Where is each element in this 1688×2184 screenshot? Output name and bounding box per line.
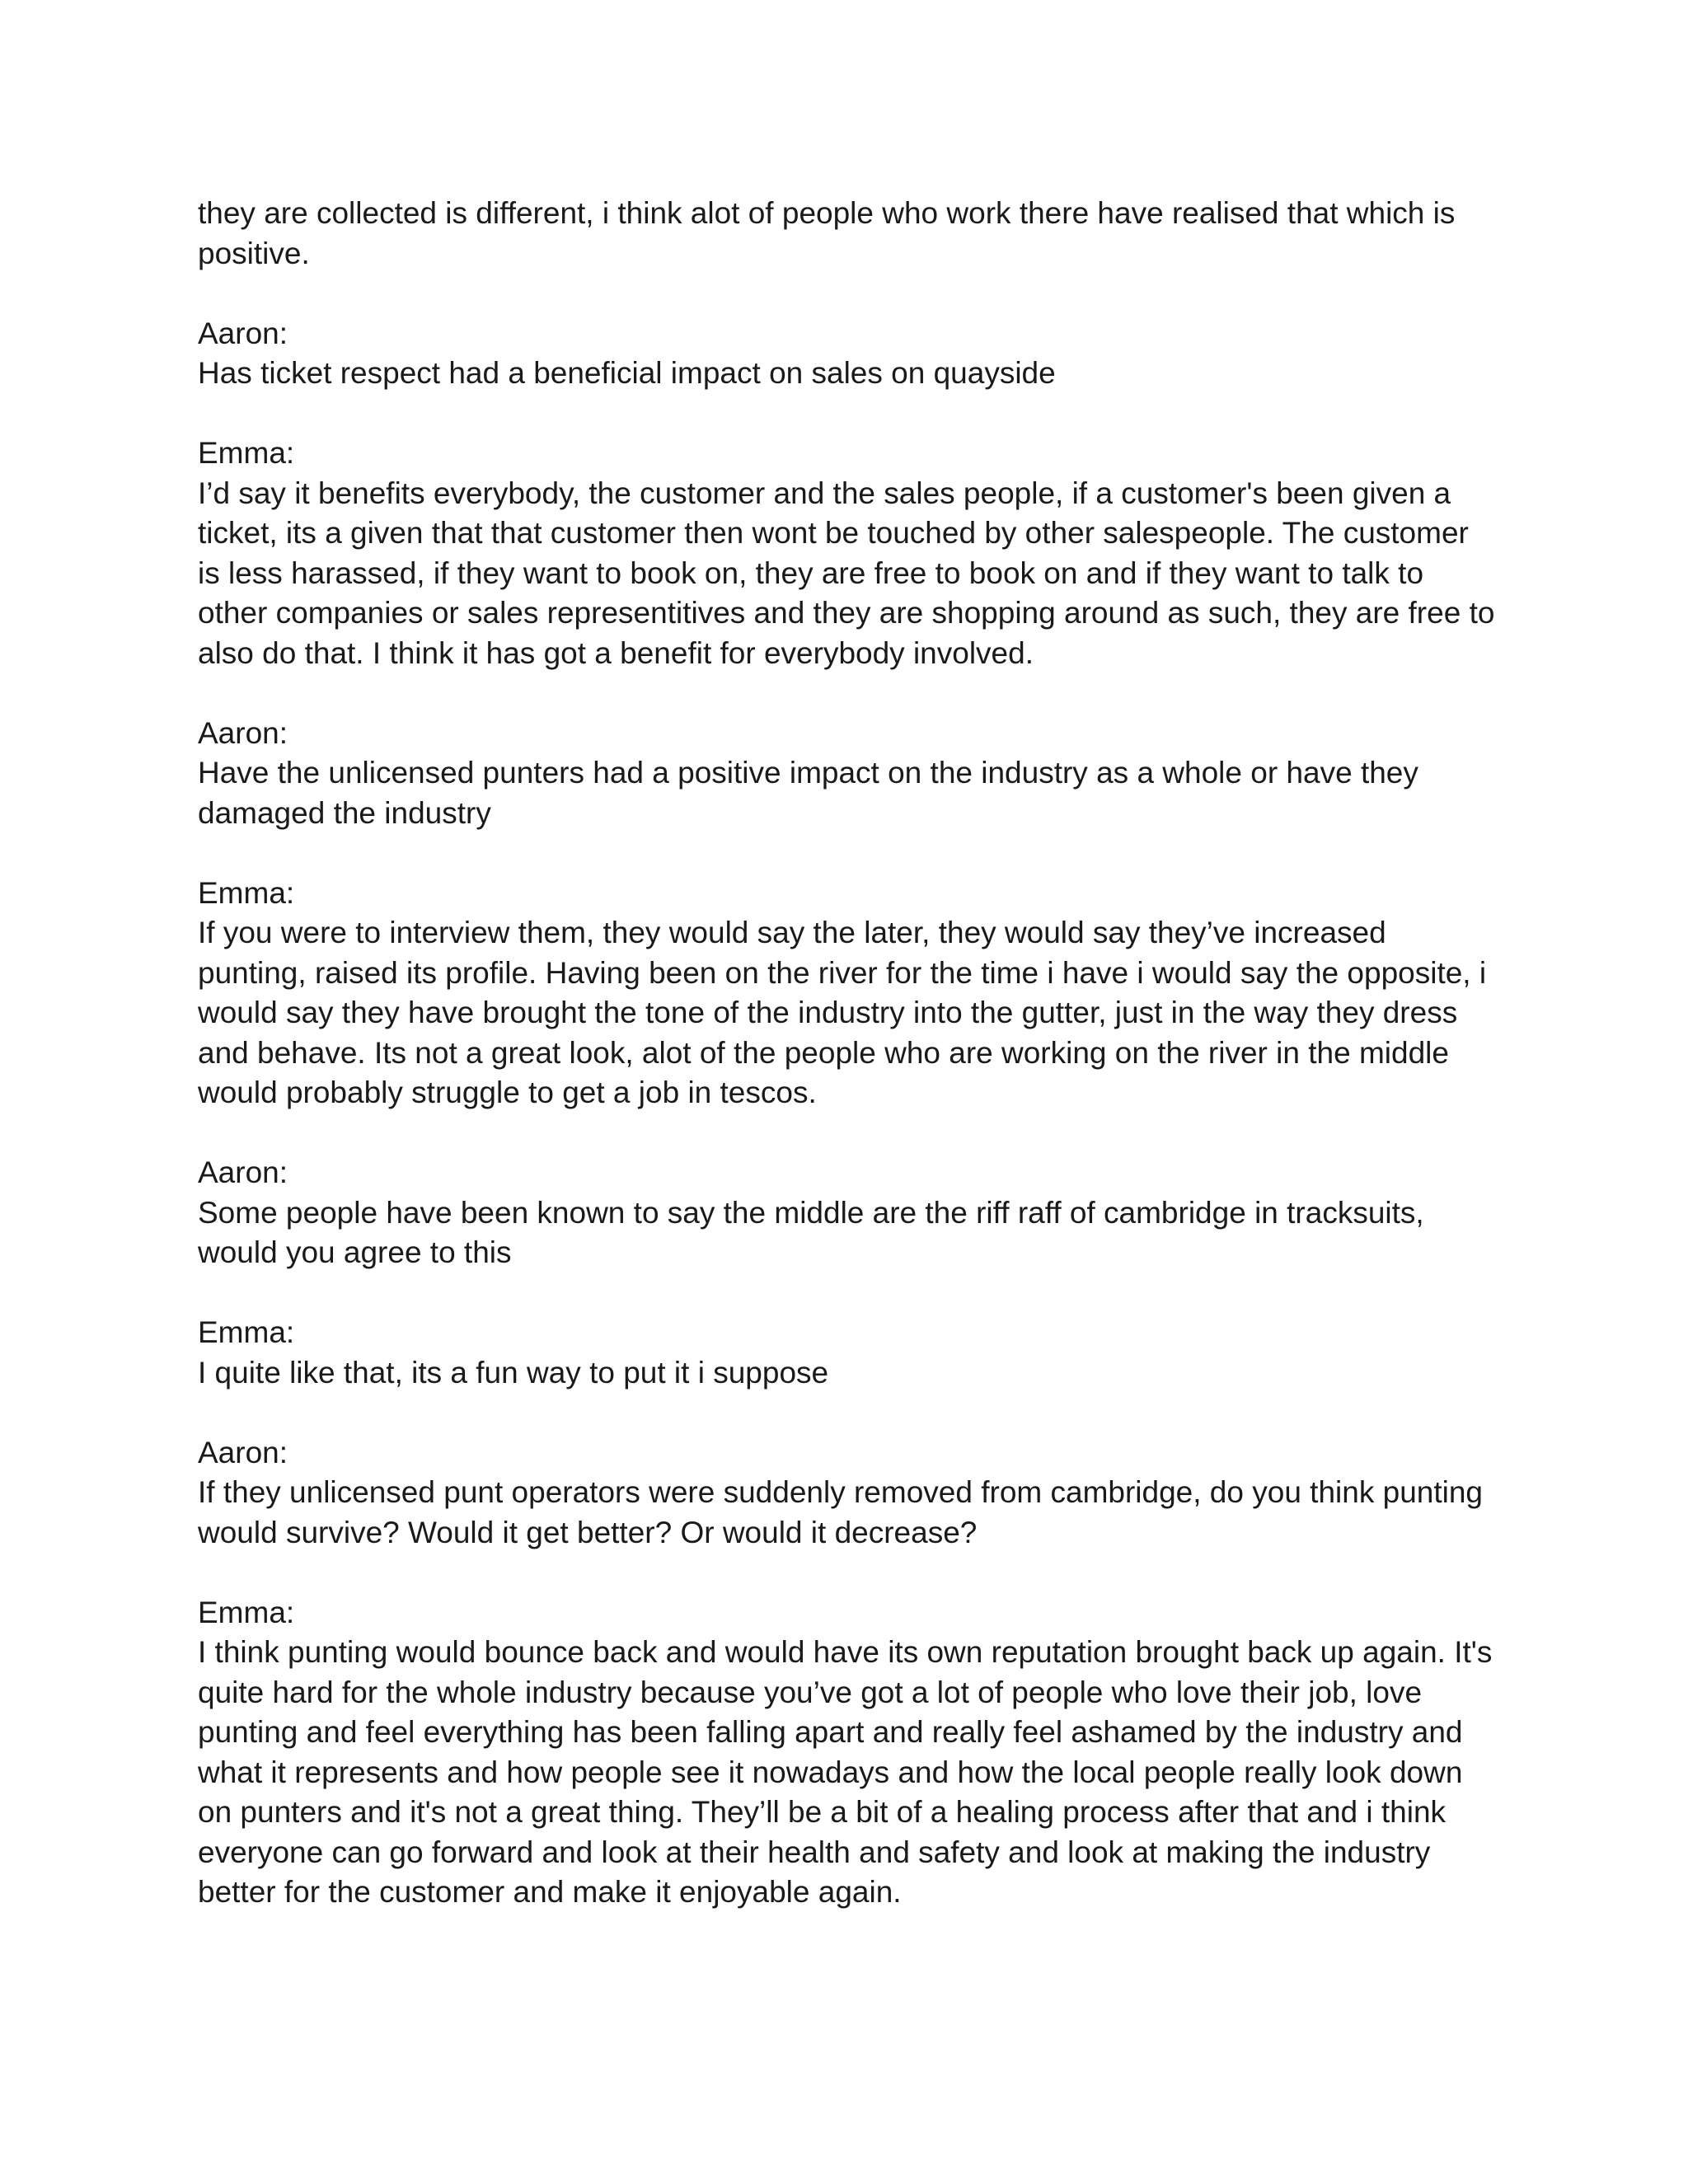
answer-text: I think punting would bounce back and would have its own reputation brought back up again. It's quite hard for the whole industry because you’ve got a lot of people who love their job, love punting and feel everything has been falling apart and really feel ashamed by the industry and what it represents and how people see it nowadays and how the local people really look down on punters and it's not a great thing. They’ll be a bit of a healing process after that and i think everyone can go forward and look at their health and safety and look at making the industry better for the customer and make it enjoyable again. xyxy=(198,1635,1493,1909)
speaker-label: Emma: xyxy=(198,436,295,470)
answer-text: I quite like that, its a fun way to put it i suppose xyxy=(198,1355,829,1390)
question-text: If they unlicensed punt operators were suddenly removed from cambridge, do you think punting would survive? Would it get better? Or would it decrease? xyxy=(198,1475,1484,1549)
transcript-block xyxy=(198,434,1500,673)
transcript-block xyxy=(198,1313,1500,1393)
transcript-block xyxy=(198,194,1500,274)
speaker-label: Aaron: xyxy=(198,1435,288,1469)
answer-text: they are collected is different, i think alot of people who work there have realised that which is positive. xyxy=(198,196,1456,270)
answer-text: I’d say it benefits everybody, the customer and the sales people, if a customer's been given a ticket, its a given that that customer then wont be touched by other salespeople. The customer is less harassed, if they want to book on, they are free to book on and if they want to talk to other companies or sales representitives and they are shopping around as such, they are free to also do that. I think it has got a benefit for everybody involved. xyxy=(198,476,1495,670)
transcript-block xyxy=(198,1153,1500,1273)
transcript-block xyxy=(198,314,1500,394)
transcript-block xyxy=(198,714,1500,834)
transcript-body xyxy=(198,194,1500,1952)
speaker-label: Emma: xyxy=(198,1315,295,1349)
question-text: Have the unlicensed punters had a positive impact on the industry as a whole or have they damaged the industry xyxy=(198,756,1418,830)
speaker-label: Aaron: xyxy=(198,1155,288,1189)
speaker-label: Emma: xyxy=(198,1595,295,1629)
speaker-label: Aaron: xyxy=(198,316,288,350)
transcript-block xyxy=(198,1593,1500,1913)
question-text: Has ticket respect had a beneficial impact on sales on quayside xyxy=(198,356,1056,390)
transcript-block xyxy=(198,1433,1500,1554)
speaker-label: Aaron: xyxy=(198,715,288,750)
question-text: Some people have been known to say the middle are the riff raff of cambridge in tracksuits, would you agree to this xyxy=(198,1195,1424,1269)
speaker-label: Emma: xyxy=(198,875,295,910)
transcript-block xyxy=(198,874,1500,1113)
answer-text: If you were to interview them, they would say the later, they would say they’ve increased punting, raised its profile. Having been on the river for the time i have i would say the opposite, i would say they have brought the tone of the industry into the gutter, just in the way they dress and behave. Its not a great look, alot of the people who are working on the river in the middle would probably struggle to get a job in tescos. xyxy=(198,916,1487,1109)
